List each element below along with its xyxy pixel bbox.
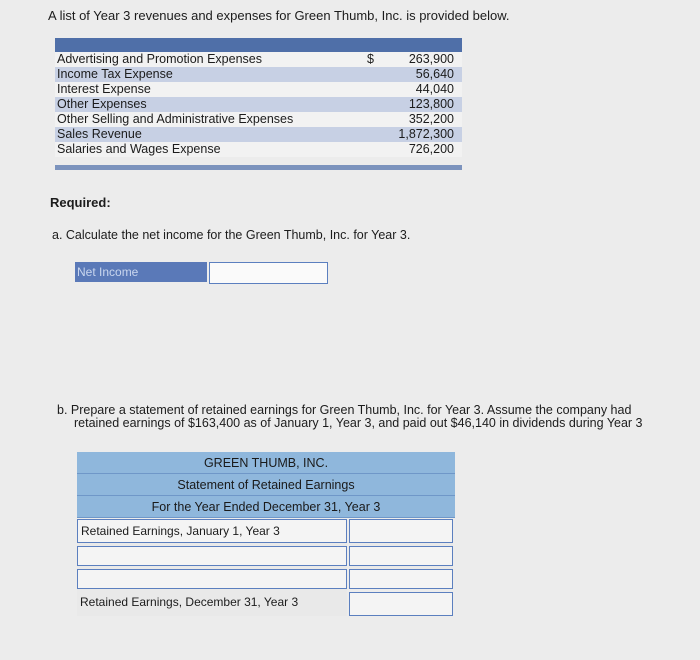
account-value: 263,900 — [408, 52, 454, 66]
table-row — [55, 97, 462, 112]
account-value: 123,800 — [408, 97, 454, 111]
table-row — [55, 127, 462, 142]
table-row — [55, 142, 462, 157]
statement-company: GREEN THUMB, INC. — [77, 452, 455, 474]
currency-symbol — [367, 127, 389, 142]
statement-row-label: Retained Earnings, January 1, Year 3 — [77, 519, 347, 543]
table-row — [55, 112, 462, 127]
table-header-bar — [55, 38, 462, 52]
account-value: 44,040 — [415, 82, 454, 96]
currency-symbol — [367, 82, 389, 97]
table-row — [55, 52, 462, 67]
statement-row-label-input[interactable] — [77, 569, 347, 589]
account-value: 726,200 — [408, 142, 454, 156]
account-value: 1,872,300 — [398, 127, 454, 141]
net-income-label: Net Income — [75, 262, 207, 282]
question-a: a. Calculate the net income for the Green Thumb, Inc. for Year 3. — [52, 228, 411, 242]
account-value: 352,200 — [408, 112, 454, 126]
accounts-table — [55, 52, 462, 157]
intro-text: A list of Year 3 revenues and expenses for Green Thumb, Inc. is provided below. — [48, 8, 510, 23]
account-label: Salaries and Wages Expense — [57, 142, 221, 156]
table-footer-bar — [55, 165, 462, 170]
statement-row-label-input[interactable] — [77, 546, 347, 566]
currency-symbol: $ — [367, 52, 374, 66]
account-label: Income Tax Expense — [57, 67, 173, 81]
question-b-line2: retained earnings of $163,400 as of January 1, Year 3, and paid out $46,140 in dividends during Year 3 — [74, 416, 643, 430]
statement-row-input[interactable] — [349, 569, 453, 589]
currency-symbol — [367, 112, 389, 127]
question-b — [57, 404, 700, 430]
account-label: Interest Expense — [57, 82, 151, 96]
currency-symbol — [367, 142, 389, 157]
net-income-input[interactable] — [209, 262, 328, 284]
table-row — [55, 82, 462, 97]
statement-row-input[interactable] — [349, 592, 453, 616]
currency-symbol — [367, 97, 389, 112]
statement-row-label: Retained Earnings, December 31, Year 3 — [77, 589, 347, 616]
statement-period: For the Year Ended December 31, Year 3 — [77, 496, 455, 518]
question-b-line1: b. Prepare a statement of retained earnings for Green Thumb, Inc. for Year 3. Assume the company had — [57, 403, 632, 417]
table-row — [55, 67, 462, 82]
account-label: Sales Revenue — [57, 127, 142, 141]
account-label: Other Expenses — [57, 97, 147, 111]
statement-title: Statement of Retained Earnings — [77, 474, 455, 496]
account-label: Advertising and Promotion Expenses — [57, 52, 262, 66]
account-label: Other Selling and Administrative Expenses — [57, 112, 294, 126]
statement-row-input[interactable] — [349, 546, 453, 566]
currency-symbol — [367, 67, 389, 82]
statement-row-input[interactable] — [349, 519, 453, 543]
required-heading: Required: — [50, 195, 111, 210]
account-value: 56,640 — [415, 67, 454, 81]
